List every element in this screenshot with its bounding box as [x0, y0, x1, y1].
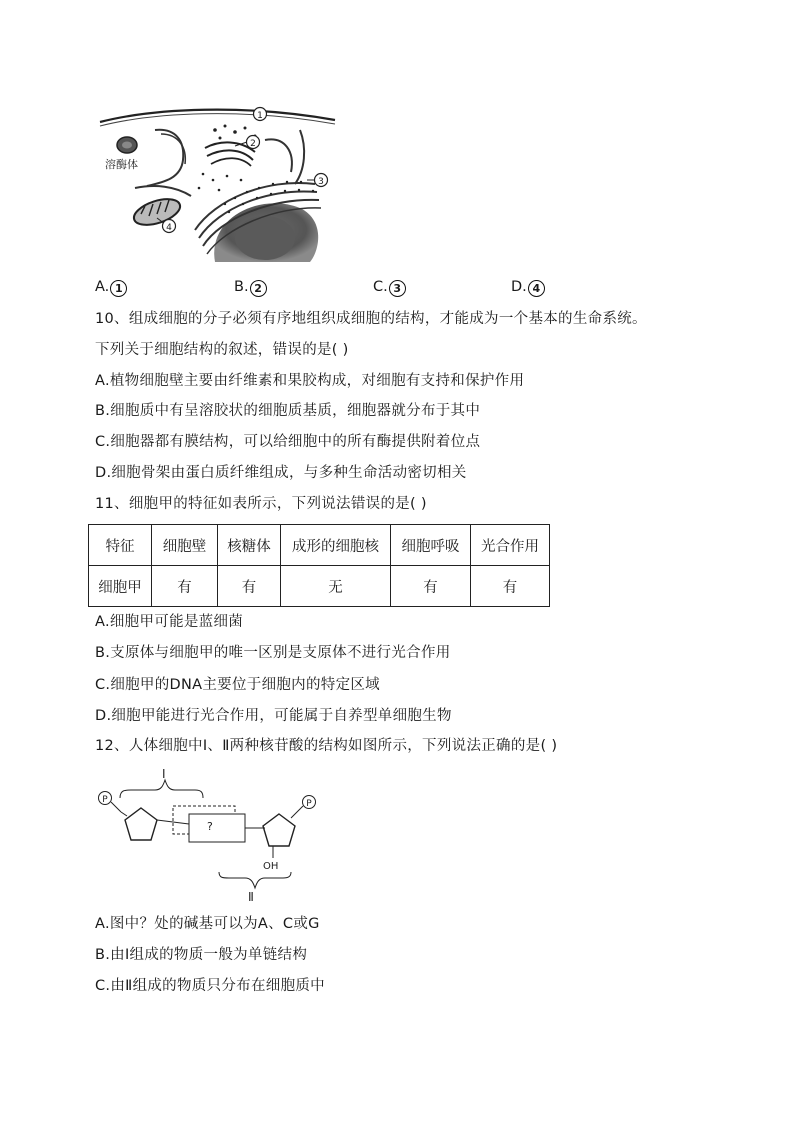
- q10-stem-line2: 下列关于细胞结构的叙述，错误的是( ): [95, 342, 349, 358]
- svg-text:4: 4: [166, 223, 172, 233]
- label-nucleotide-i: I: [162, 768, 166, 781]
- table-header-cell: 细胞壁: [152, 525, 218, 566]
- q10-option-c[interactable]: C.细胞器都有膜结构，可以给细胞中的所有酶提供附着位点: [95, 434, 481, 450]
- table-cell: 无: [281, 566, 391, 607]
- phosphate-right: P: [306, 799, 312, 809]
- q11-stem: 11、细胞甲的特征如表所示，下列说法错误的是( ): [95, 496, 427, 512]
- q10-option-d[interactable]: D.细胞骨架由蛋白质纤维组成，与多种生命活动密切相关: [95, 465, 467, 481]
- q10-option-b[interactable]: B.细胞质中有呈溶胶状的细胞质基质，细胞器就分布于其中: [95, 403, 481, 419]
- q12-option-a[interactable]: A.图中？处的碱基可以为A、C或G: [95, 916, 320, 932]
- q12-option-b[interactable]: B.由Ⅰ组成的物质一般为单链结构: [95, 947, 308, 963]
- base-question: ?: [207, 820, 213, 833]
- q12-option-c[interactable]: C.由Ⅱ组成的物质只分布在细胞质中: [95, 978, 325, 994]
- q11-option-b[interactable]: B.支原体与细胞甲的唯一区别是支原体不进行光合作用: [95, 645, 451, 661]
- label-nucleotide-ii: Ⅱ: [248, 890, 254, 903]
- table-cell: 有: [152, 566, 218, 607]
- table-cell: 有: [218, 566, 281, 607]
- cell-structure-figure: [95, 100, 340, 262]
- hydroxyl-label: OH: [263, 861, 279, 872]
- q10-stem-line1: 10、组成细胞的分子必须有序地组织成细胞的结构，才能成为一个基本的生命系统。: [95, 311, 647, 327]
- table-header-cell: 特征: [89, 525, 152, 566]
- q9-option-b[interactable]: B. 2: [234, 279, 267, 297]
- nucleotide-figure: [95, 768, 335, 903]
- svg-text:1: 1: [257, 111, 263, 121]
- q11-option-d[interactable]: D.细胞甲能进行光合作用，可能属于自养型单细胞生物: [95, 708, 452, 724]
- phosphate-left: P: [102, 795, 108, 805]
- table-header-cell: 核糖体: [218, 525, 281, 566]
- q9-option-a[interactable]: A. 1: [95, 279, 127, 297]
- table-cell: 有: [391, 566, 471, 607]
- q11-option-a[interactable]: A.细胞甲可能是蓝细菌: [95, 614, 244, 630]
- table-header-cell: 光合作用: [471, 525, 550, 566]
- q9-options: [95, 279, 615, 301]
- table-cell: 细胞甲: [89, 566, 152, 607]
- svg-text:2: 2: [250, 139, 256, 149]
- table-cell: 有: [471, 566, 550, 607]
- q12-stem: 12、人体细胞中Ⅰ、Ⅱ两种核苷酸的结构如图所示，下列说法正确的是( ): [95, 738, 558, 754]
- table-header-cell: 成形的细胞核: [281, 525, 391, 566]
- q10-option-a[interactable]: A.植物细胞壁主要由纤维素和果胶构成，对细胞有支持和保护作用: [95, 373, 525, 389]
- q11-option-c[interactable]: C.细胞甲的DNA主要位于细胞内的特定区域: [95, 677, 380, 693]
- lysosome-label: 溶酶体: [105, 158, 138, 171]
- q9-option-c[interactable]: C. 3: [373, 279, 406, 297]
- q9-option-d[interactable]: D. 4: [511, 279, 545, 297]
- table-header-cell: 细胞呼吸: [391, 525, 471, 566]
- table-row: [89, 566, 550, 607]
- table-header-row: [89, 525, 550, 566]
- svg-text:3: 3: [318, 177, 324, 187]
- q11-feature-table: [88, 524, 550, 607]
